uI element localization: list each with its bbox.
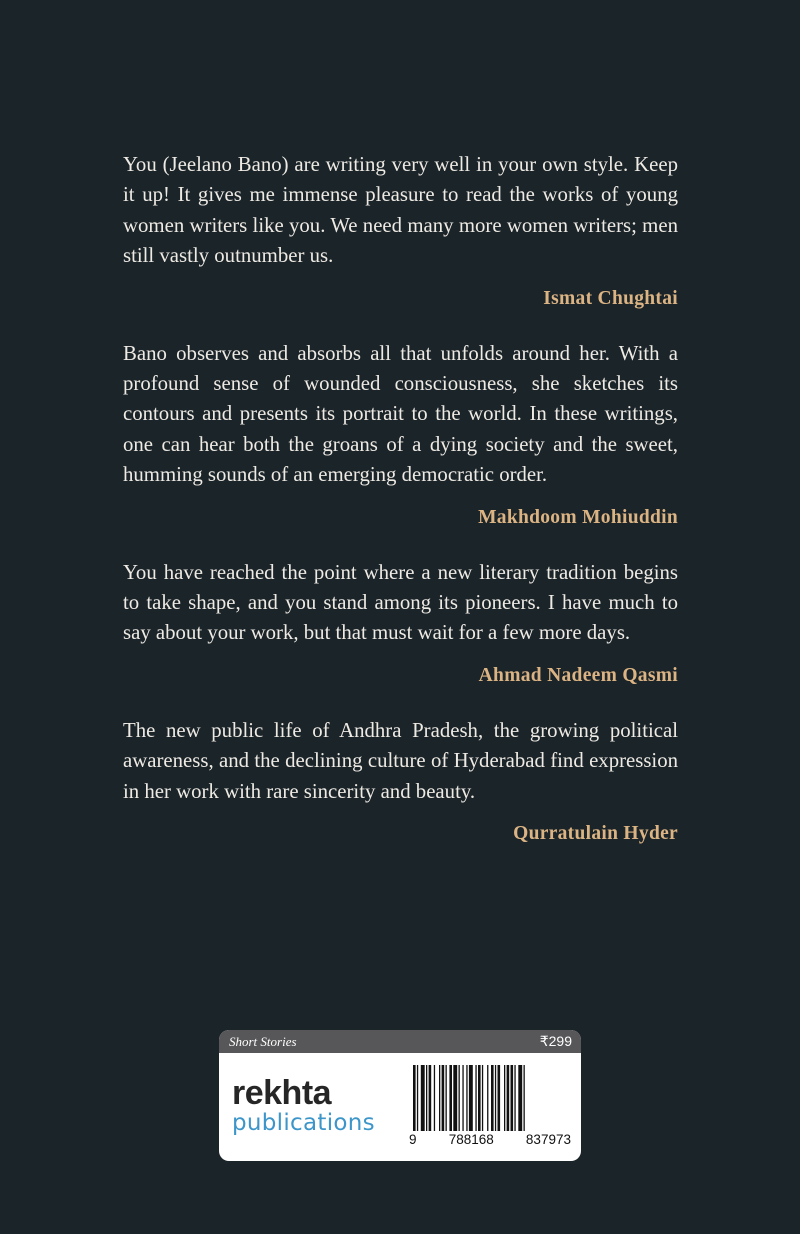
endorsements (123, 150, 678, 874)
barcode-bar (524, 1065, 525, 1131)
endorsement (123, 558, 678, 687)
price-label: ₹299 (539, 1033, 572, 1049)
quote-author: Ahmad Nadeem Qasmi (478, 664, 678, 686)
quote-line: political awareness, and the declining culture of (123, 718, 678, 773)
endorsement (123, 339, 678, 529)
isbn-number (409, 1132, 571, 1147)
barcode-bar (449, 1065, 452, 1131)
quote-line: have much to say about your work, but that must wait for a (123, 591, 678, 645)
quote-line: In these writings, one can hear both the groans of a dying (123, 402, 678, 456)
barcode-bar (442, 1065, 445, 1131)
barcode-bar (417, 1065, 418, 1131)
barcode-bar (426, 1065, 427, 1131)
quote-line: With a profound sense of wounded consciousness, she (123, 341, 679, 396)
isbn-group: 788168 (448, 1132, 494, 1147)
label-header (219, 1030, 581, 1053)
quote-line: sketches its contours and presents its portrait to the world. (123, 372, 679, 426)
quote-line: few more days. (502, 621, 631, 645)
quote-line: society and the sweet, humming sounds of an emerging (123, 432, 678, 487)
quote-author: Makhdoom Mohiuddin (478, 506, 678, 528)
barcode-bar (491, 1065, 494, 1131)
barcode-bar (469, 1065, 473, 1131)
quote-line: and beauty. (380, 779, 476, 803)
publisher-name-bottom: publications (232, 1110, 375, 1136)
quote-line: Keep it up! It gives me immense pleasure to read the works (123, 153, 678, 207)
barcode-bar (434, 1065, 435, 1131)
quote-text (123, 150, 678, 272)
isbn-barcode (409, 1065, 571, 1155)
barcode-bar (518, 1065, 522, 1131)
barcode-bar (462, 1065, 463, 1131)
quote-author: Ismat Chughtai (543, 287, 678, 309)
quote-line: Hyderabad find expression in her work with rare sincerity (123, 749, 679, 803)
barcode-bar (511, 1065, 514, 1131)
barcode-bar (498, 1065, 501, 1131)
barcode-bars (409, 1065, 571, 1131)
barcode-bar (478, 1065, 481, 1131)
publisher-logo (232, 1076, 412, 1136)
barcode-bar (487, 1065, 488, 1131)
quote-line: You (Jeelano Bano) are writing very well in your own style. (123, 153, 629, 176)
quote-line: The new public life of Andhra Pradesh, the growing (123, 718, 600, 742)
barcode-bar (504, 1065, 505, 1131)
publisher-name-top: rekhta (232, 1074, 332, 1112)
genre-label: Short Stories (229, 1033, 297, 1049)
barcode-bar (507, 1065, 510, 1131)
barcode-bar (413, 1065, 416, 1131)
quote-line: begins to take shape, and you stand among its pioneers. I (123, 560, 679, 615)
endorsement (123, 716, 678, 845)
barcode-bar (439, 1065, 440, 1131)
endorsement (123, 150, 678, 310)
barcode-bar (482, 1065, 483, 1131)
barcode-bar (466, 1065, 467, 1131)
quote-line: You have reached the point where a new literary tradition (123, 560, 617, 584)
barcode-bar (459, 1065, 460, 1131)
barcode-bar (475, 1065, 476, 1131)
isbn-group: 9 (409, 1132, 417, 1147)
isbn-group: 837973 (525, 1132, 571, 1147)
barcode-bar (495, 1065, 496, 1131)
quote-line: democratic order. (401, 463, 548, 487)
quote-text (123, 716, 678, 807)
quote-text (123, 558, 678, 649)
quote-line: Bano observes and absorbs all that unfolds around her. (123, 341, 610, 365)
quote-line: women writers; men still vastly outnumber us. (123, 213, 678, 268)
barcode-bar (453, 1065, 457, 1131)
price-barcode-label (219, 1030, 581, 1161)
quote-text (123, 339, 678, 491)
barcode-bar (421, 1065, 425, 1131)
barcode-bar (429, 1065, 432, 1131)
quote-author: Qurratulain Hyder (513, 823, 678, 845)
barcode-bar (446, 1065, 447, 1131)
barcode-bar (514, 1065, 515, 1131)
quote-line: of young women writers like you. We need many more (123, 183, 678, 237)
